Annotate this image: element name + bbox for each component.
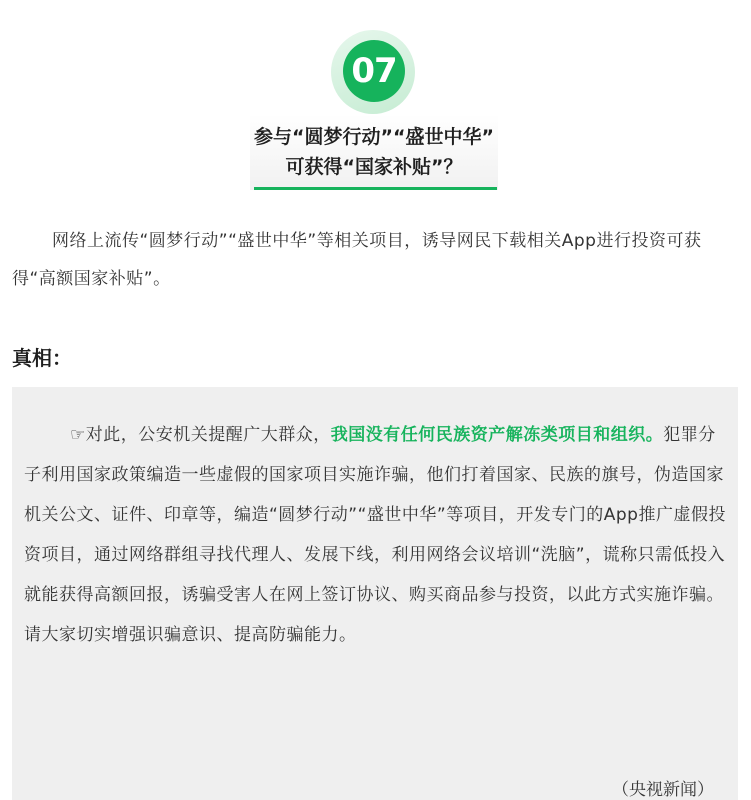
intro-paragraph: 网络上流传“圆梦行动”“盛世中华”等相关项目，诱导网民下载相关App进行投资可获得“高额国家补贴”。 [12, 231, 702, 289]
title-underline [254, 187, 497, 190]
truth-heading: 真相： [12, 346, 72, 370]
truth-paragraph [24, 415, 730, 655]
source-credit: （央视新闻） [612, 780, 714, 800]
title-line-2: 可获得“国家补贴”？ [285, 156, 463, 178]
truth-lead: ☞对此，公安机关提醒广大群众， [70, 425, 331, 445]
number-badge [331, 30, 415, 114]
truth-body-text: 犯罪分子利用国家政策编造一些虚假的国家项目实施诈骗，他们打着国家、民族的旗号，伪造国家机关公文、证件、印章等，编造“圆梦行动”“盛世中华”等项目，开发专门的App推广虚假投资项目，通过网络群组寻找代理人、发展下线，利用网络会议培训“洗脑”，谎称只需低投入就能获得高额回报，诱骗受害人在网上签订协议、购买商品参与投资，以此方式实施诈骗。请大家切实增强识骗意识、提高防骗能力。 [24, 425, 726, 645]
section-title [250, 114, 498, 190]
truth-box [12, 387, 738, 800]
badge-number: 07 [343, 40, 405, 102]
title-line-1: 参与“圆梦行动”“盛世中华” [254, 126, 494, 148]
truth-highlight: 我国没有任何民族资产解冻类项目和组织。 [330, 425, 664, 445]
